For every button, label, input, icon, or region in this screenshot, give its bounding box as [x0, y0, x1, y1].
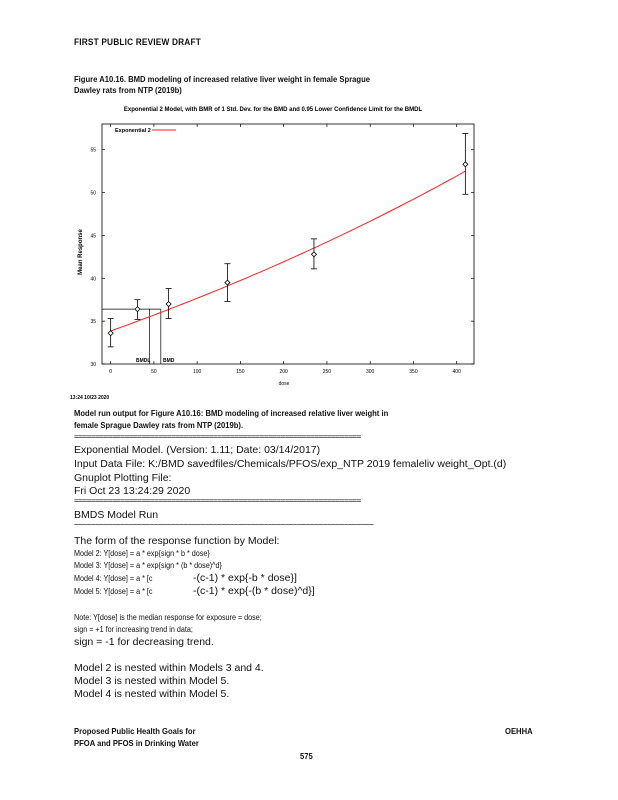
bmd-chart — [68, 100, 478, 402]
x-tick-label: 300 — [366, 369, 375, 375]
x-tick-label: 250 — [322, 369, 332, 375]
x-tick-label: 150 — [236, 369, 245, 375]
note-line1: Note: Y[dose] is the median response for exposure = dose; — [74, 613, 262, 622]
y-tick-label: 55 — [90, 147, 96, 154]
x-tick-label: 400 — [452, 369, 461, 375]
footer-right: OEHHA — [505, 726, 533, 736]
data-point-marker — [225, 280, 230, 285]
nesting-line1: Model 2 is nested within Models 3 and 4. — [74, 662, 264, 674]
x-axis-ticks — [109, 124, 461, 375]
nesting-line3: Model 4 is nested within Model 5. — [74, 688, 230, 700]
output-plot-file: Gnuplot Plotting File: — [74, 472, 172, 484]
x-tick-label: 200 — [279, 369, 288, 375]
output-date: Fri Oct 23 13:24:29 2020 — [74, 485, 191, 497]
model4-formula-b: -(c-1) * exp{-b * dose}] — [193, 572, 297, 584]
model5-formula-b: -(c-1) * exp{-(b * dose)^d}] — [193, 585, 315, 597]
data-point-marker — [311, 252, 316, 257]
output-input-file: Input Data File: K:/BMD savedfiles/Chemicals/PFOS/exp_NTP 2019 femaleliv weight_Opt.(d) — [74, 458, 507, 470]
y-tick-label: 45 — [90, 233, 96, 240]
separator-line: ==================================================================== — [74, 432, 361, 441]
x-axis-label: dose — [278, 381, 290, 387]
tilde-line: ~~~~~~~~~~~~~~~~~~~~~~~~~~~~~~~~~~~~~~~~~~~~~~~~~~~~~~~~~~~~~~~~~~~~~~~ — [74, 520, 374, 529]
y-tick-label: 50 — [90, 190, 96, 197]
nesting-line2: Model 3 is nested within Model 5. — [74, 675, 230, 687]
y-tick-label: 40 — [90, 276, 96, 283]
document-header: FIRST PUBLIC REVIEW DRAFT — [74, 37, 201, 47]
figure-caption-line1: Figure A10.16. BMD modeling of increased relative liver weight in female Sprague — [74, 74, 371, 84]
x-tick-label: 0 — [109, 369, 113, 375]
data-point-marker — [463, 162, 468, 167]
y-tick-label: 30 — [90, 362, 96, 368]
model4-formula-a: Model 4: Y[dose] = a * [c — [74, 574, 153, 583]
model5-formula-a: Model 5: Y[dose] = a * [c — [74, 587, 153, 596]
output-version: Exponential Model. (Version: 1.11; Date: 03/14/2017) — [74, 444, 321, 456]
model3-formula: Model 3: Y[dose] = a * exp{sign * (b * dose)^d} — [74, 561, 222, 570]
data-points — [108, 133, 469, 346]
form-title: The form of the response function by Model: — [74, 535, 280, 547]
chart-title: Exponential 2 Model, with BMR of 1 Std. Dev. for the BMD and 0.95 Lower Confidence Limit for the BMDL — [123, 107, 423, 113]
run-title: BMDS Model Run — [74, 509, 159, 521]
bmd-label: BMD — [163, 358, 175, 364]
model2-formula: Model 2: Y[dose] = a * exp{sign * b * dose} — [74, 549, 210, 558]
x-tick-label: 50 — [151, 369, 157, 375]
y-axis-ticks — [90, 148, 474, 368]
page-number: 575 — [300, 751, 313, 761]
y-axis-label: Mean Response — [78, 229, 84, 275]
footer-left-line1: Proposed Public Health Goals for — [74, 726, 196, 736]
data-point-marker — [108, 331, 113, 336]
bmdl-label: BMDL — [136, 358, 151, 364]
data-point-marker — [135, 307, 140, 312]
figure-caption-line2: Dawley rats from NTP (2019b) — [74, 85, 182, 95]
note-line2: sign = +1 for increasing trend in data; — [74, 625, 193, 634]
separator-line-2: ==================================================================== — [74, 496, 361, 505]
data-point-marker — [166, 302, 171, 307]
x-tick-label: 100 — [192, 369, 202, 375]
chart-timestamp: 13:24 10/23 2020 — [70, 395, 110, 401]
fitted-curve — [111, 171, 466, 331]
footer-left-line2: PFOA and PFOS in Drinking Water — [74, 738, 199, 748]
model-caption-line1: Model run output for Figure A10.16: BMD modeling of increased relative liver weight in — [74, 408, 389, 418]
plot-frame — [102, 124, 474, 364]
model-caption-line2: female Sprague Dawley rats from NTP (2019b). — [74, 420, 244, 430]
x-tick-label: 350 — [409, 369, 418, 375]
legend-label: Exponential 2 — [115, 128, 151, 134]
y-tick-label: 35 — [90, 319, 96, 326]
note-line3: sign = -1 for decreasing trend. — [74, 636, 214, 648]
